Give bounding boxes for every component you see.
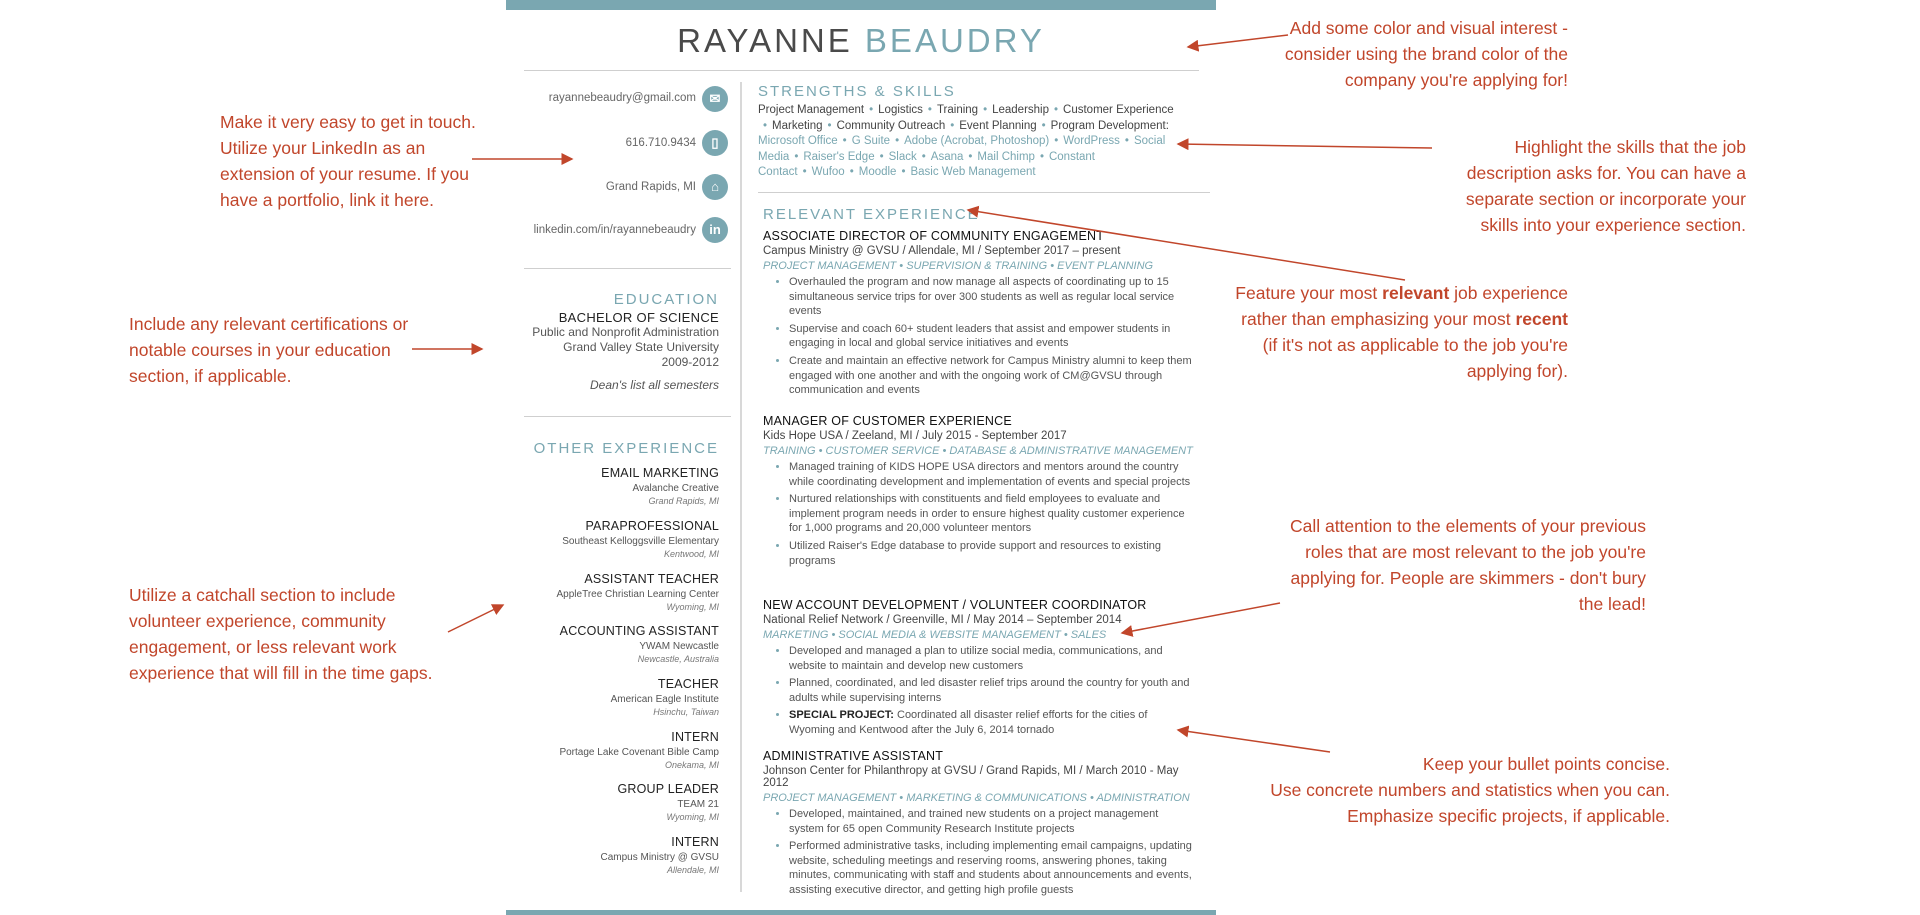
annotation-relevant (1232, 280, 1568, 384)
skill: Training (936, 104, 979, 116)
annotation-concise (1240, 751, 1670, 829)
skills-divider (758, 192, 1210, 193)
other-experience-item (601, 466, 719, 506)
other-experience-item (600, 835, 719, 875)
bottom-accent-bar (506, 910, 1216, 915)
job-bullets (763, 644, 1195, 738)
job-bullet: • Developed and managed a plan to utilize social media, communications, and website to maintain and develop new customers (789, 644, 1195, 673)
skill-tool: Constant Contact (758, 150, 1095, 178)
oe-location: Grand Rapids, MI (648, 496, 719, 506)
job-bullet: • Supervise and coach 60+ student leaders that assist and empower students in engaging in local and global service initiatives and events (789, 322, 1195, 351)
other-experience-item (560, 624, 719, 664)
home-icon: ⌂ (702, 174, 728, 200)
skill: Leadership (992, 104, 1049, 116)
annotation-color: Add some color and visual interest - consider using the brand color of the company you're applying for! (1284, 18, 1568, 90)
job-bullet: • Nurtured relationships with constituents and field employees to evaluate and implement program needs in order to ensure highest quality customer experience for 1,000 programs and 20,000 volunteer mentors (789, 492, 1195, 536)
oe-location: Wyoming, MI (666, 602, 719, 612)
contact-location: Grand Rapids, MI (605, 181, 696, 193)
job-title: NEW ACCOUNT DEVELOPMENT / VOLUNTEER COORDINATOR (763, 598, 1147, 612)
skill: Marketing (772, 119, 823, 132)
annotation-recent-bold: recent (1515, 309, 1568, 329)
skills-title: STRENGTHS & SKILLS (758, 83, 956, 100)
first-name: RAYANNE (677, 22, 853, 59)
contact-phone[interactable]: 616.710.9434 (625, 137, 696, 149)
phone-icon: ▯ (702, 130, 728, 156)
skill: Program Development: (1050, 119, 1169, 132)
contact-email[interactable]: rayannebeaudry@gmail.com (548, 92, 696, 104)
education-degree: BACHELOR OF SCIENCE (558, 310, 719, 325)
resume-name (506, 22, 1216, 60)
job-bullet: • Utilized Raiser's Edge database to provide support and resources to existing programs (789, 539, 1195, 568)
arrow-catchall (448, 605, 503, 632)
annotation-relevant-text: (if it's not as applicable to the job you're applying for). (1262, 335, 1568, 381)
annotation-concise-line: Emphasize specific projects, if applicable. (1347, 806, 1670, 826)
job-tags: MARKETING • SOCIAL MEDIA & WEBSITE MANAGEMENT • SALES (763, 629, 1107, 641)
job-entry (763, 598, 1195, 741)
education-title: EDUCATION (613, 291, 719, 308)
education-divider (524, 416, 731, 417)
job-bullet: • Overhauled the program and now manage all aspects of coordinating up to 15 simultaneous service trips for over 300 students as well as regular local service events (789, 275, 1195, 319)
education-note: Dean's list all semesters (590, 378, 719, 392)
skill-tool: Slack (888, 150, 917, 163)
annotation-concise-line: Keep your bullet points concise. (1422, 754, 1670, 774)
skill-tool: Moodle (858, 166, 897, 178)
oe-org: Portage Lake Covenant Bible Camp (559, 747, 719, 758)
oe-location: Wyoming, MI (666, 812, 719, 822)
oe-location: Kentwood, MI (663, 549, 719, 559)
job-tags: TRAINING • CUSTOMER SERVICE • DATABASE & ADMINISTRATIVE MANAGEMENT (763, 445, 1193, 457)
job-title: ASSOCIATE DIRECTOR OF COMMUNITY ENGAGEMENT (763, 229, 1105, 243)
other-experience-item (562, 519, 719, 559)
annotation-catchall: Utilize a catchall section to include volunteer experience, community engagement, or less relevant work experience that will fill in the time gaps. (129, 585, 433, 683)
education-years: 2009-2012 (661, 355, 719, 369)
skill-tool: Raiser's Edge (803, 150, 875, 163)
job-bullets (763, 807, 1195, 898)
skill-tool: WordPress (1063, 135, 1120, 147)
skill-tool: Adobe (Acrobat, Photoshop) (904, 135, 1050, 147)
contact-linkedin[interactable]: linkedin.com/in/rayannebeaudry (533, 224, 696, 236)
job-bullet: • Create and maintain an effective network for Campus Ministry alumni to keep them engaged with one another and with the ongoing work of CM@GVSU through communication and events (789, 354, 1195, 398)
arrow-skills (1178, 144, 1432, 148)
job-bullet: • Planned, coordinated, and led disaster relief trips around the country for youth and adults while supervising interns (789, 676, 1195, 705)
skill-tool: Wufoo (811, 166, 845, 178)
job-bullet-special (789, 708, 1195, 737)
skill-tool: G Suite (851, 135, 891, 147)
oe-title: PARAPROFESSIONAL (585, 519, 719, 533)
job-meta: Kids Hope USA / Zeeland, MI / July 2015 - September 2017 (763, 430, 1067, 442)
skill-tool: Mail Chimp (977, 150, 1035, 163)
education-field: Public and Nonprofit Administration (532, 325, 719, 339)
annotation-contact: Make it very easy to get in touch. Utilize your LinkedIn as an extension of your resume. If you have a portfolio, link it here. (220, 112, 476, 210)
special-project-label: SPECIAL PROJECT: (789, 709, 894, 722)
annotation-relevant-bold: relevant (1382, 283, 1450, 303)
job-entry (763, 749, 1195, 901)
job-entry (763, 414, 1195, 571)
oe-org: American Eagle Institute (610, 694, 719, 705)
oe-org: AppleTree Christian Learning Center (556, 589, 719, 600)
other-experience-item (617, 782, 719, 822)
name-divider (524, 70, 1199, 71)
other-experience-item (557, 572, 720, 612)
skill: Project Management (758, 104, 865, 116)
arrow-concise (1178, 730, 1330, 752)
skill: Event Planning (959, 119, 1037, 132)
oe-title: ASSISTANT TEACHER (584, 572, 719, 586)
job-bullet: • Performed administrative tasks, including implementing email campaigns, updating website, scheduling meetings and reserving rooms, answering phones, taking minutes, communicating with staff and students about announcements and events, assisting executive director, and getting high profile guests (789, 839, 1195, 897)
skill: Logistics (878, 104, 923, 116)
annotation-call-attention: Call attention to the elements of your previous roles that are most relevant to the job you're applying for. People are skimmers - don't bury the lead! (1289, 516, 1646, 614)
skills-list: Project Management • Logistics • Training • Leadership • Customer Experience • Marketing • Community Outreach • Event Planning • Program Development: Microsoft Office • G Suite • Adobe (Acrobat, Photoshop) • WordPress • Social Media • Raiser's Edge • Slack • Asana • Mail Chimp • Constant Contact • Wufoo • Moodle • Basic Web Management (758, 104, 1174, 178)
job-title: MANAGER OF CUSTOMER EXPERIENCE (763, 414, 1012, 428)
job-meta: Johnson Center for Philanthropy at GVSU / Grand Rapids, MI / March 2010 - May 2012 (763, 765, 1179, 789)
oe-location: Newcastle, Australia (637, 654, 719, 664)
oe-org: Avalanche Creative (632, 483, 719, 494)
oe-location: Hsinchu, Taiwan (653, 707, 719, 717)
other-experience-title: OTHER EXPERIENCE (533, 440, 719, 457)
skill: Customer Experience (1063, 104, 1174, 116)
job-bullets (763, 275, 1195, 398)
other-experience-item (611, 677, 719, 717)
special-project-text: Coordinated all disaster relief efforts for the cities of Wyoming and Kentwood after the July 6, 2014 tornado (789, 709, 1148, 736)
job-bullet: • Developed, maintained, and trained new students on a project management system for 65 open Community Research Institute projects (789, 807, 1195, 836)
job-bullets (763, 460, 1195, 568)
annotation-relevant-text: Feature your most (1235, 283, 1378, 303)
oe-title: GROUP LEADER (617, 782, 719, 796)
oe-location: Onekama, MI (664, 760, 719, 770)
column-divider (740, 82, 742, 892)
job-meta: Campus Ministry @ GVSU / Allendale, MI / September 2017 – present (763, 245, 1121, 257)
skill-tool: Basic Web Management (910, 166, 1036, 178)
job-tags: PROJECT MANAGEMENT • SUPERVISION & TRAINING • EVENT PLANNING (763, 260, 1154, 272)
skill-tool: Asana (930, 150, 964, 163)
top-accent-bar (506, 0, 1216, 10)
job-tags: PROJECT MANAGEMENT • MARKETING & COMMUNICATIONS • ADMINISTRATION (763, 792, 1190, 804)
other-experience-item (559, 730, 719, 770)
oe-org: YWAM Newcastle (639, 641, 719, 652)
oe-org: TEAM 21 (677, 799, 719, 810)
job-meta: National Relief Network / Greenville, MI / May 2014 – September 2014 (763, 614, 1122, 626)
annotation-concise-line: Use concrete numbers and statistics when you can. (1270, 780, 1670, 800)
relevant-experience-title: RELEVANT EXPERIENCE (763, 206, 980, 223)
education-block (532, 310, 719, 392)
oe-title: EMAIL MARKETING (601, 466, 719, 480)
last-name: BEAUDRY (864, 22, 1045, 59)
oe-org: Southeast Kelloggsville Elementary (562, 536, 719, 547)
skill-tool: Social Media (758, 135, 1166, 163)
annotation-skills: Highlight the skills that the job description asks for. You can have a separate section or incorporate your skills into your experience section. (1465, 137, 1746, 235)
linkedin-icon: in (702, 217, 728, 243)
envelope-icon: ✉ (702, 86, 728, 112)
skill: Community Outreach (836, 119, 946, 132)
skill-tool: Microsoft Office (758, 135, 838, 147)
job-entry (763, 229, 1195, 401)
annotation-relevant-text: job experience rather than emphasizing your most (1241, 283, 1568, 329)
oe-org: Campus Ministry @ GVSU (600, 852, 719, 863)
contact-divider (524, 268, 731, 269)
job-title: ADMINISTRATIVE ASSISTANT (763, 749, 944, 763)
oe-title: ACCOUNTING ASSISTANT (559, 624, 719, 638)
oe-title: INTERN (671, 835, 719, 849)
oe-location: Allendale, MI (666, 865, 719, 875)
oe-title: TEACHER (657, 677, 719, 691)
job-bullet: • Managed training of KIDS HOPE USA directors and mentors around the country while coordinating development and implementation of events and special projects (789, 460, 1195, 489)
oe-title: INTERN (671, 730, 719, 744)
education-school: Grand Valley State University (563, 340, 719, 354)
annotation-education: Include any relevant certifications or notable courses in your education section, if applicable. (129, 314, 409, 386)
